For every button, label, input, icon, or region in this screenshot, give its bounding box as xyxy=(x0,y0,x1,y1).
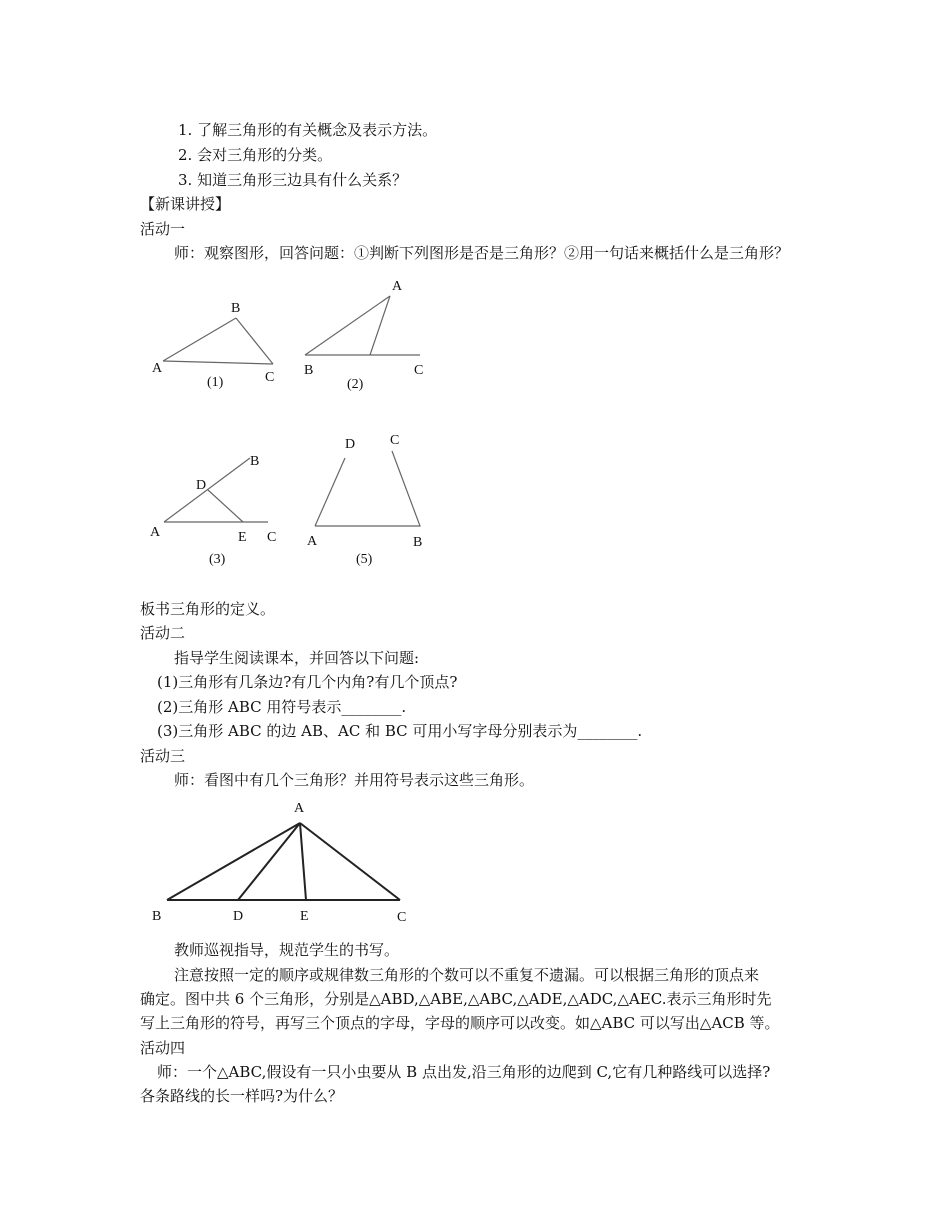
activity3-p2-line1: 注意按照一定的顺序或规律数三角形的个数可以不重复不遗漏。可以根据三角形的顶点来 xyxy=(174,966,760,984)
objective-1: 1. 了解三角形的有关概念及表示方法。 xyxy=(178,121,438,139)
fig3-label-e: E xyxy=(238,530,247,545)
activity2-heading: 活动二 xyxy=(140,624,186,642)
activity1-heading: 活动一 xyxy=(140,220,186,238)
fig3-caption: (3) xyxy=(209,552,226,567)
fig5-label-a: A xyxy=(307,534,318,549)
fig2-label-c: C xyxy=(414,363,424,378)
fig1-label-b: B xyxy=(231,301,241,316)
fig1-caption: (1) xyxy=(207,375,224,390)
activity4-heading: 活动四 xyxy=(140,1039,186,1057)
activity3-p1: 教师巡视指导，规范学生的书写。 xyxy=(174,941,400,959)
fig2-caption: (2) xyxy=(347,377,364,392)
fig5-caption: (5) xyxy=(356,552,373,567)
activity4-line2: 各条路线的长一样吗?为什么？ xyxy=(140,1087,344,1105)
fig-a3-label-c: C xyxy=(397,910,407,925)
fig-a3-label-b: B xyxy=(152,909,162,924)
activity3-figure xyxy=(152,801,406,925)
fig1-label-a: A xyxy=(152,361,163,376)
activity4-line1: 师：一个△ABC,假设有一只小虫要从 B 点出发,沿三角形的边爬到 C,它有几种路线可以选择? xyxy=(157,1063,771,1081)
figure-3 xyxy=(150,454,276,567)
objective-2: 2. 会对三角形的分类。 xyxy=(178,146,333,164)
activity3-prompt: 师：看图中有几个三角形？并用符号表示这些三角形。 xyxy=(174,771,535,789)
activity3-p2-line3: 写上三角形的符号，再写三个顶点的字母，字母的顺序可以改变。如△ABC 可以写出△ACB 等。 xyxy=(140,1014,780,1032)
fig-a3-label-d: D xyxy=(233,909,244,924)
fig1-label-c: C xyxy=(265,370,275,385)
activity3-p2-line2: 确定。图中共 6 个三角形，分别是△ABD,△ABE,△ABC,△ADE,△ADC,△AEC.表示三角形时先 xyxy=(140,990,772,1008)
fig-a3-label-e: E xyxy=(300,909,309,924)
fig-a3-label-a: A xyxy=(294,801,305,816)
figure-5 xyxy=(307,433,422,567)
figure-1 xyxy=(152,301,274,390)
activity2-question-2: (2)三角形 ABC 用符号表示________. xyxy=(157,698,407,716)
fig3-label-b: B xyxy=(250,454,260,469)
activity1-prompt: 师：观察图形，回答问题：①判断下列图形是否是三角形？②用一句话来概括什么是三角形？ xyxy=(174,244,790,262)
section-title: 【新课讲授】 xyxy=(140,195,231,213)
fig2-label-b: B xyxy=(304,363,314,378)
objective-3: 3. 知道三角形三边具有什么关系？ xyxy=(178,171,408,189)
figure-2 xyxy=(304,279,423,392)
fig3-label-a: A xyxy=(150,525,161,540)
fig5-label-d: D xyxy=(345,437,356,452)
fig3-label-c: C xyxy=(267,530,277,545)
activity2-intro: 指导学生阅读课本，并回答以下问题: xyxy=(174,649,420,667)
activity3-heading: 活动三 xyxy=(140,747,186,765)
fig3-label-d: D xyxy=(196,478,207,493)
activity2-question-1: (1)三角形有几条边?有几个内角?有几个顶点? xyxy=(157,673,458,691)
fig2-label-a: A xyxy=(392,279,403,294)
fig5-label-c: C xyxy=(390,433,400,448)
fig5-label-b: B xyxy=(413,535,423,550)
activity1-after: 板书三角形的定义。 xyxy=(140,600,276,618)
activity2-question-3: (3)三角形 ABC 的边 AB、AC 和 BC 可用小写字母分别表示为________. xyxy=(157,722,643,740)
